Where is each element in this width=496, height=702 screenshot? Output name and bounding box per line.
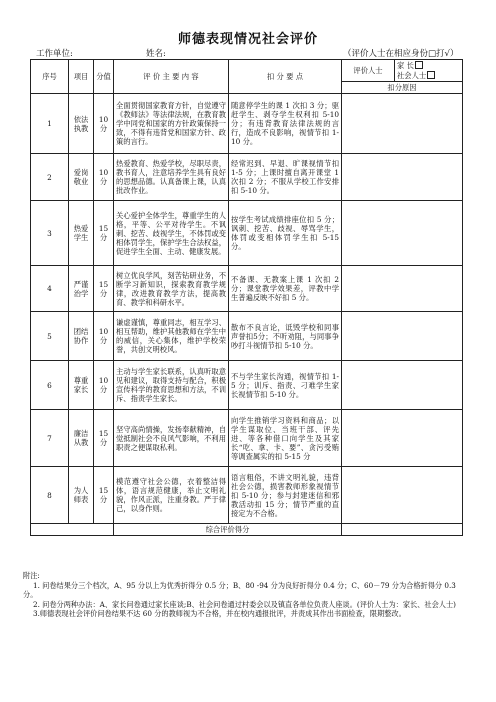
- row-no: 8: [31, 467, 69, 524]
- table-row: [31, 410, 463, 467]
- parent-checkbox[interactable]: [415, 61, 423, 69]
- row-score: 10 分: [94, 154, 114, 201]
- work-unit-label: 工作单位:: [36, 49, 73, 59]
- notes: [23, 571, 463, 619]
- page-title: 师德表现情况社会评价: [177, 32, 318, 47]
- row-score: 15 分: [94, 467, 114, 524]
- total-label: 综合评价得分: [114, 524, 342, 536]
- row-no: 3: [31, 201, 69, 266]
- row-item: 依法执教: [69, 94, 94, 154]
- row-score: 15 分: [94, 410, 114, 467]
- table-row: [31, 361, 463, 410]
- row-no: 2: [31, 154, 69, 201]
- row-content: 热爱教育、热爱学校，尽职尽责，教书育人，注意培养学生具有良好的思想品德。认真备课上课，认真批改作业。: [114, 154, 229, 201]
- notes-heading: 附注:: [23, 571, 40, 580]
- name-label: 姓名:: [146, 49, 166, 59]
- row-deduction: 不备课、无教案上课 1 次扣 2 分；课堂教学效果差，评教中学生普遍反映不好扣 5 分。: [229, 266, 342, 312]
- evaluator-note: （评价人士在相应身份□打√）: [343, 49, 459, 59]
- row-content: 树立优良学风，刻苦钻研业务，不断学习新知识，探索教育教学规律，改进教育教学方法，提高教育、教学和科研水平。: [114, 266, 229, 312]
- note-3: 3.师德表现社会评价问卷结果不达 60 分的教师视为不合格，并在校内通报批评，并责成其作出书面检查，限期整改。: [33, 609, 406, 619]
- row-deduction: 按学生考试成绩排座位扣 5 分；讽刺、挖苦、歧视、辱骂学生，体罚或变相体罚学生扣 5-15 分。: [229, 201, 342, 266]
- row-content: 坚守高尚情操，发扬奉献精神，自觉抵制社会不良风气影响，不利用职责之便谋取私利。: [114, 410, 229, 467]
- total-row: [31, 524, 463, 536]
- row-item: 尊重家长: [69, 361, 94, 410]
- header-reason: 扣分原因: [342, 82, 463, 94]
- row-no: 4: [31, 266, 69, 312]
- note-1: 1. 问卷结果分三个档次，A、95 分以上为优秀折得分 0.5 分；B、80 -94 分为良好折得分 0.4 分；C、60－79 分为合格折得分 0.3 分。: [23, 580, 456, 600]
- table-row: [31, 94, 463, 154]
- row-score: 15 分: [94, 201, 114, 266]
- header-item: 项目: [69, 60, 94, 94]
- row-reason-cell[interactable]: [342, 266, 463, 312]
- row-no: 7: [31, 410, 69, 467]
- row-item: 热爱学生: [69, 201, 94, 266]
- society-option[interactable]: [397, 71, 460, 81]
- row-deduction: 向学生推销学习资料和商品；以学生谋取位、当班干部、评先进、等各种借口向学生及其家长“吃、拿、卡、要”、贪污受贿等调查属实的扣 5-15 分: [229, 410, 342, 467]
- row-content: 谦虚谨慎，尊重同志，相互学习、相互帮助，维护其他教师在学生中的威信，关心集体，维护学校荣誉，共创文明校风。: [114, 312, 229, 361]
- row-content: 主动与学生家长联系，认真听取意见和建议，取得支持与配合，积极宣传科学的教育思想和方法，不训斥、指责学生家长。: [114, 361, 229, 410]
- total-score-cell[interactable]: [342, 524, 463, 536]
- evaluator-options: [395, 60, 463, 82]
- header-content: 评 价 主 要 内 容: [114, 60, 229, 94]
- row-item: 爱岗敬业: [69, 154, 94, 201]
- row-deduction: 不与学生家长沟通，视情节扣 1-5 分；训斥、指责、刁难学生家长视情节扣 5-10 分。: [229, 361, 342, 410]
- society-label: 社会人士: [397, 70, 427, 80]
- row-deduction: 语言粗俗，不讲文明礼貌，违背社会公德，损害教师形象视情节扣 5-10 分；参与封建迷信和邪教活动扣 15 分；情节严重的直接定为不合格。: [229, 467, 342, 524]
- row-reason-cell[interactable]: [342, 467, 463, 524]
- header-score: 分值: [94, 60, 114, 94]
- row-no: 6: [31, 361, 69, 410]
- society-checkbox[interactable]: [427, 71, 435, 79]
- row-content: 全面贯彻国家教育方针，自觉遵守《教师法》等法律法规，在教育教学中同党和国家的方针政策保持一致，不得有违背党和国家方针、政策的言行。: [114, 94, 229, 154]
- row-reason-cell[interactable]: [342, 94, 463, 154]
- row-score: 10 分: [94, 361, 114, 410]
- row-reason-cell[interactable]: [342, 201, 463, 266]
- row-item: 廉洁从教: [69, 410, 94, 467]
- row-no: 1: [31, 94, 69, 154]
- row-score: 10 分: [94, 312, 114, 361]
- row-item: 为人师表: [69, 467, 94, 524]
- row-score: 15 分: [94, 266, 114, 312]
- parent-label: 家 长: [397, 61, 414, 70]
- row-item: 严谨治学: [69, 266, 94, 312]
- row-no: 5: [31, 312, 69, 361]
- row-reason-cell[interactable]: [342, 312, 463, 361]
- row-content: 关心爱护全体学生，尊重学生的人格，平等、公平对待学生。不讽刺、挖苦、歧视学生，不体罚或变相体罚学生，保护学生合法权益，促进学生全面、主动、健康发展。: [114, 201, 229, 266]
- table-row: [31, 467, 463, 524]
- parent-option[interactable]: [397, 61, 460, 71]
- row-reason-cell[interactable]: [342, 410, 463, 467]
- row-score: 10 分: [94, 94, 114, 154]
- row-deduction: 散布不良言论，诋毁学校和同事声誉扣5分；不听劝阻，与同事争吵打斗视情节扣 5-10 分。: [229, 312, 342, 361]
- table-row: [31, 266, 463, 312]
- header-evaluator: 评价人士: [342, 60, 395, 82]
- row-deduction: 随意停学生的课 1 次扣 3 分；驱赶学生、剥夺学生权利扣 5-10 分；有违背教育法律法规的言行，造成不良影响，视情节扣 1-10 分。: [229, 94, 342, 154]
- total-blank: [31, 524, 114, 536]
- row-item: 团结协作: [69, 312, 94, 361]
- table-row: [31, 201, 463, 266]
- header-no: 序号: [31, 60, 69, 94]
- row-reason-cell[interactable]: [342, 154, 463, 201]
- row-content: 模范遵守社会公德，衣着整洁得体，语言规范健康，举止文明礼貌，作风正派，注重身教。严于律己，以身作则。: [114, 467, 229, 524]
- evaluation-table: [30, 59, 463, 536]
- row-deduction: 经常迟到、早退、旷课视情节扣 1-5 分；上课时擅自离开课堂 1 次扣 2 分；不服从学校工作安排扣 5-10 分。: [229, 154, 342, 201]
- row-reason-cell[interactable]: [342, 361, 463, 410]
- table-row: [31, 312, 463, 361]
- note-2: 2. 问卷分两种办法：A、家长问卷通过家长座谈;B、社会问卷通过村委会以及镇直各单位负责人座谈。(评价人士为：家长、社会人士): [33, 599, 456, 609]
- header-deduction: 扣 分 要 点: [229, 60, 342, 94]
- table-row: [31, 154, 463, 201]
